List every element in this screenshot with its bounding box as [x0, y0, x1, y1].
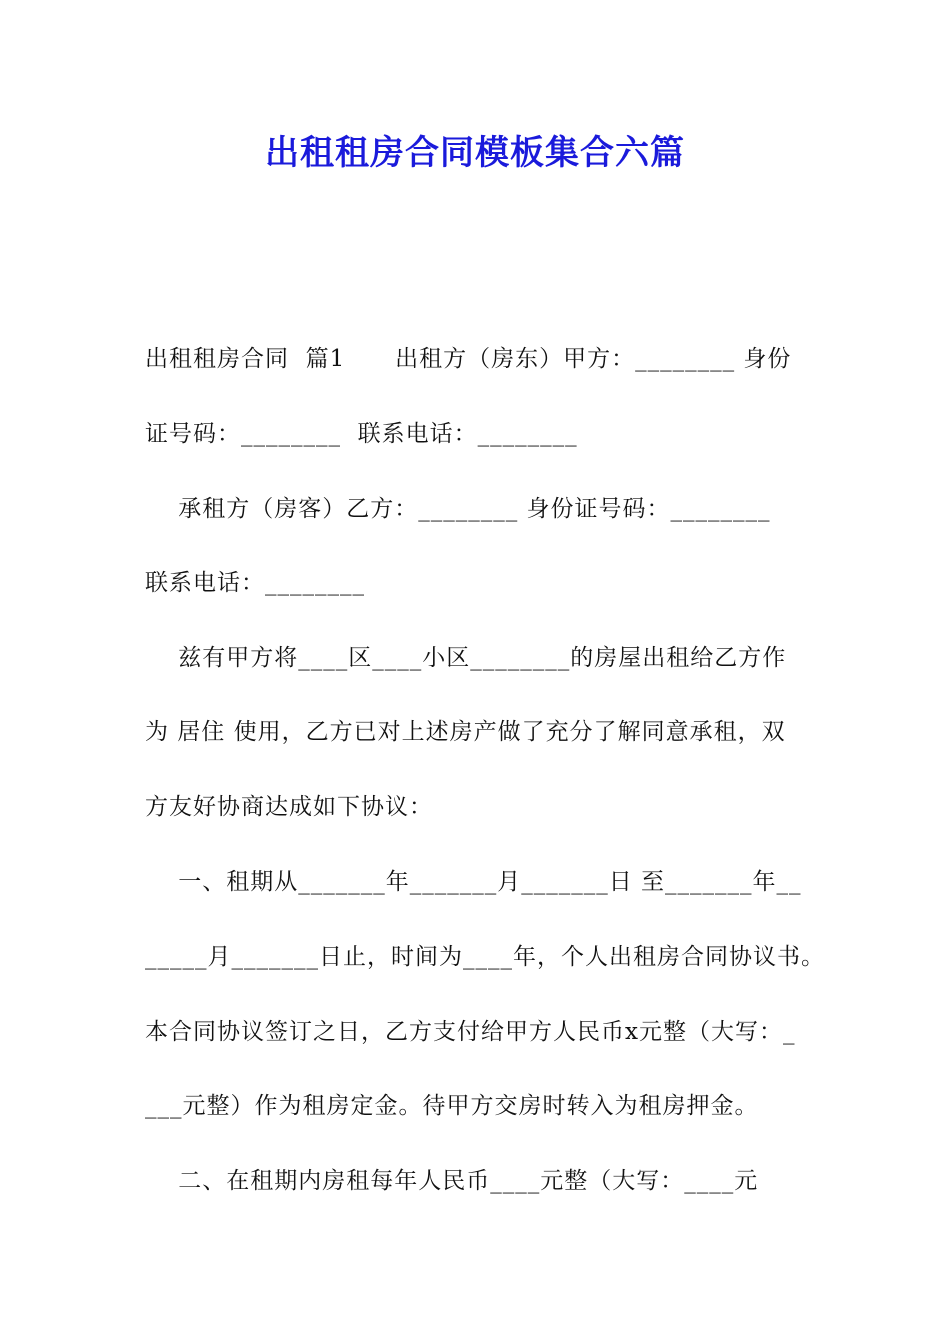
paragraph-line: 出租租房合同 篇1 出租方（房东）甲方：________ 身份 [145, 346, 792, 372]
paragraph-line: 方友好协商达成如下协议： [145, 794, 433, 820]
paragraph-line: _____月_______日止，时间为____年，个人出租房合同协议书。 [145, 944, 825, 970]
document-title: 出租租房合同模板集合六篇 [265, 133, 685, 173]
paragraph-line: 承租方（房客）乙方：________ 身份证号码：________ [145, 496, 771, 522]
paragraph-line: 本合同协议签订之日，乙方支付给甲方人民币x元整（大写：_ [145, 1019, 796, 1045]
paragraph-line: 联系电话：________ [145, 570, 365, 596]
paragraph-line: 为 居住 使用，乙方已对上述房产做了充分了解同意承租，双 [145, 719, 786, 745]
paragraph-line: ___元整）作为租房定金。待甲方交房时转入为租房押金。 [145, 1093, 759, 1119]
paragraph-line: 二、在租期内房租每年人民币____元整（大写：____元 [145, 1168, 759, 1194]
paragraph-line: 一、租期从_______年_______月_______日 至_______年__ [145, 869, 802, 895]
paragraph-line: 兹有甲方将____区____小区________的房屋出租给乙方作 [145, 645, 787, 671]
paragraph-line: 证号码：________ 联系电话：________ [145, 421, 578, 447]
